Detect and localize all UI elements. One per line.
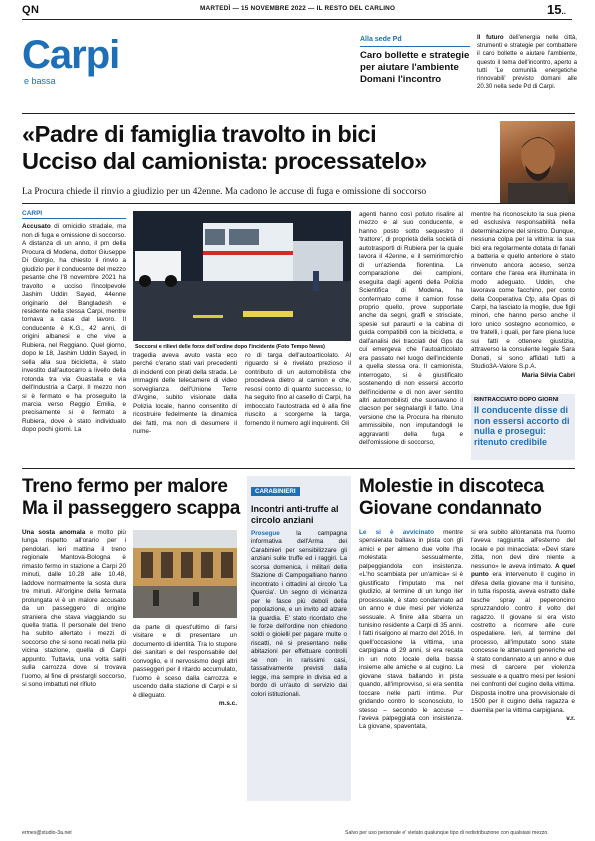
photo-caption: Soccorsi e rilievi delle forze dell'ordine dopo l'incidente (Foto Tempo News): [135, 344, 325, 350]
main-lead-word: Accusato: [22, 223, 51, 231]
carabinieri-box: [247, 476, 351, 801]
main-column-3: ro di targa dell'autoarticolato. Al riguardo si è rivelato prezioso il contributo di un automobilista che procedeva dietro al camion e che, resosi conto di quanto successo, lo ha seguito fino al casello di Carpi, ha imboccato l'autostrada ed è alla fine riuscito a scorgerne la targa, fornendo il numero agli inquirenti. Gli: [245, 352, 351, 427]
disco-column-2: [471, 529, 575, 723]
pull-quote-kicker: RINTRACCIATO DOPO GIORNI: [474, 397, 559, 403]
train-headline-line1: Treno fermo per malore: [22, 476, 228, 497]
lower-divider: [22, 468, 575, 469]
main-signature: Maria Silvia Cabri: [521, 371, 575, 379]
train-column-2: [133, 624, 237, 709]
disco-col2-lead: A quel punto: [471, 562, 575, 579]
section-subtitle: e bassa: [24, 76, 56, 86]
teaser-box[interactable]: [360, 34, 470, 86]
victim-portrait-photo: [500, 121, 575, 203]
footer-notice: Salvo per uso personale e' vietato qualunque tipo di redistribuzione con qualsiasi mezzo.: [345, 830, 549, 836]
disco-lead-word: Le si è avvicinato: [359, 529, 434, 536]
train-station-photo: [133, 530, 237, 618]
subtitle-divider: [22, 203, 575, 204]
disco-col1-text: mentre spensierata ballava in pista con gli amici e per almeno due volte l'ha molestata sessualmente, palpeggiandola con insistenza. «L'ho scambiata per un'amica» si è giustificato l'imputato ma nel giudizio, al termine di un lungo iter processuale, è stato condannato ad un anno e due mesi per violenza sessuale. A finire alla sbarra un tunisino residente a Carpi di 35 anni. I fatti risalgono al marzo del 2016. In quell'occasione la vittima, una carpigiana di 29 anni, si era recata in un noto locale della bassa insieme alle amiche e al cugino. La giovane stava ballando in pista quando, all'improvviso, si era sentita toccare nelle parti intime. Pur gridando contro lo sconosciuto, lo stesso – secondo le accuse – l'aveva palpeggiata con insistenza. La giovane, spaventata,: [359, 529, 463, 731]
main-column-5: [471, 211, 575, 380]
disco-column-1: [359, 529, 463, 732]
main-subtitle: La Procura chiede il rinvio a giudizio per un 42enne. Ma cadono le accuse di fuga e omissione di soccorso: [22, 187, 427, 197]
main-column-2: tragedia aveva avuto vasta eco perché c'erano stati vari precedenti di incidenti con pirati della strada. Le immagini delle telecamere di video sorveglianza dell'Unione Terre d'Argine, subito visionate dalla Polizia locale, hanno consentito di ricostruire fedelmente la dinamica dei fatti, ma non di desumere il nume-: [133, 352, 237, 436]
carabinieri-tag: CARABINIERI: [251, 487, 300, 496]
main-column-1: [22, 210, 126, 435]
column-location-head: CARPI: [22, 210, 126, 219]
station-scene: [133, 530, 237, 618]
disco-headline-line1: Molestie in discoteca: [359, 476, 544, 497]
disco-headline-line2: Giovane condannato: [359, 498, 542, 519]
carabinieri-text: la campagna informativa dell'Arma dei Carabinieri per sensibilizzare gli anziani sulle truffe ed i raggiri. La scorsa domenica, i militari della Stazione di Campogalliano hanno incontrato i cittadini al circolo 'La Quercia'. Un segno di vicinanza per le fasce più deboli della popolazione, e un invito ad alzare la guardia. E' stato ricordato che le forze dell'ordine non chiedono soldi o gioielli per pagare multe o riscatti, né si presentano nelle abitazioni per effettuare controlli se non in rarissimi casi, tassativamente previsti dalla legge, ma sempre in divisa ed a bordo di un'auto di servizio dai colori istituzionali.: [251, 530, 347, 698]
carabinieri-headline: Incontri anti-truffe al circolo anziani: [251, 504, 339, 525]
newspaper-logo: QN: [22, 4, 40, 16]
train-signature: m.s.c.: [218, 700, 237, 708]
energy-brief-lead: Il futuro: [477, 34, 504, 41]
main-headline-line2: Ucciso dal camionista: processatelo»: [22, 148, 427, 174]
main-column-4: agenti hanno così potuto risalire al mezzo e al suo conducente, e hanno posto sotto sequestro il 'trattore', di proprietà della società di autotrasporti di Rubiera per la quale lavora il 42enne, e il semirimorchio di un'azienda fiorentina. La comparazione dei campioni, eseguita dagli agenti della Polizia Scientifica di Modena, ha confermato come il camion fosse proprio quello, prove supportate anche da segni, graffi e strisciate, spesie sul paraurti e la cabina di guida compatibili con la bicicletta, e dall'analisi dei tracciati del Gps da cui emergeva che l'autoarticolato era passato nel luogo dell'incidente a quella stessa ora. Il camionista, interrogato, si è giustificato sostenendo di non essersi accorto dell'incidente e di non aver sentito altri automobilisti che suonavano il clacson per segnalargli il fatto. Una versione che la Procura ha ritenuto ammissibile, non imputandogli le aggravanti della fuga e dell'omissione di soccorso,: [359, 211, 463, 447]
accident-photo: [133, 211, 351, 341]
footer-email: ermes@studio-3a.net: [22, 830, 72, 836]
disco-signature: v.r.: [566, 714, 575, 722]
dateline: MARTEDÌ — 15 NOVEMBRE 2022 — IL RESTO DEL CARLINO: [200, 5, 396, 12]
portrait-figure: [500, 121, 575, 203]
main-col5-text: mentre ha riconosciuto la sua piena ed esclusiva responsabilità nella determinazione del sinistro. Dunque, nessuna colpa per la vittima: la sua bici era regolarmente dotata di fanali a batteria e quello anteriore è stato rinvenuto ancora acceso, senza contare che l'area era illuminata in modo adeguato. Uddin, che lavorava come facchino, per conto della Cooperativa Cfp, alla Opas di Carpi, ha lasciato la moglie, due figli minori, che hanno perso anche il loro unico sostegno economico, e tre fratelli, i quali, per fare piena luce sui fatti e ottenere giustizia, attraverso la consulente legale Sara Donati, si sono affidati tutti a Studio3A-Valore S.p.A.: [471, 211, 575, 371]
main-col1-text: di omicidio stradale, ma non di fuga e omissione di soccorso. A distanza di un anno, il pm della Procura di Modena, dottor Giuseppe Di Giorgio, ha chiesto il rinvio a giudizio per il conducente del mezzo pesante che l'8 novembre 2021 ha travolto e ucciso l'incolpevole Jashim Uddin Sayed, 44enne originario del Bangladesh e residente nella stessa Carpi, mentre tornava a casa dal lavoro. Il conducente è K.G., 42 anni, di origini albanesi e che vive a Rubiera, nel Reggiano. Quel giorno, dopo le 18, Jashim Uddin Sayed, in sella alla sua bicicletta, è stato investito dall'autocarro a livello della rotonda tra via Guastalla e via dell'Industria a Carpi. Il mezzo non si è fermato e ha proseguito la marcia verso Reggio Emilia, e precisamente si è fermato a Rubiera, dove è stato individuato dopo pochi giorni. La: [22, 223, 126, 434]
teaser-headline: Caro bollette e strategie per aiutare l'ambiente Domani l'incontro: [360, 50, 470, 85]
main-headline-line1: «Padre di famiglia travolto in bici: [22, 121, 377, 147]
disco-headline: [359, 476, 575, 520]
train-column-1: [22, 529, 126, 690]
pull-quote-headline: Il conducente disse di non essersi accorto di nulla e prosegui: ritenuto credibile: [474, 405, 570, 447]
train-headline-line2: Ma il passeggero scappa: [22, 498, 241, 519]
train-col1-text: e molto più lunga rispetto all'orario per i pendolari. Ieri mattina il treno regionale Mantova-Bologna è rimasto fermo in stazione a Carpi 20 minuti, dalle 10.28 alle 10.48, laddove normalmente la sosta dura tre minuti. All'origine della fermata prolungata vi è un malore accusato da un passeggero di origine straniera che stava viaggiando su quella tratta. Il personale del treno ha subito allertato i mezzi di soccorso che si sono recati nella più vicina stazione, quella di Carpi appunto. Tuttavia, una volta saliti sulla carrozza dove si trovava l'uomo, al fine di prestargli soccorso, si sono imbattuti nel rifiuto: [22, 529, 126, 689]
section-divider: [22, 113, 575, 114]
carabinieri-body: [251, 530, 347, 699]
energy-brief: [477, 34, 577, 91]
page-number: 15..: [547, 2, 566, 17]
energy-brief-text: dell'energia nelle città, strumenti e strategie per combattere il caro bollette e aiutare l'ambiente, questo il tema dell'incontro, aperto a tutti 'Le comunità energetiche rinnovabili' previsto domani alle 20.30 nella sede Pd di Carpi.: [477, 34, 577, 91]
carabinieri-lead-word: Prosegue: [251, 530, 280, 537]
main-headline: [22, 121, 542, 175]
section-title: Carpi: [22, 33, 120, 77]
train-lead-word: Una sosta anomala: [22, 529, 86, 536]
accident-scene: [133, 211, 351, 341]
disco-col2-text-b: era intervenuto il cugino in difesa della giovane ma il tunisino, in tutta risposta, aveva estratto dalle tasche spray al peperoncino spruzzandolo contro il volto del ragazzo. Il giovane si era visto costretto a ricorrere alle cure ospedaliere. Ieri, al termine del processo, all'imputato sono state concesse le attenuanti generiche ed è stato condannato a un anno e due mesi di carcere per violenza sessuale e a quattro mesi per lesioni nei confronti del cugino della vittima. Disposta inoltre una provvisionale di 1500 per il cugino della ragazza e duemila per la vittima carpigiana.: [471, 571, 575, 714]
train-headline: [22, 476, 242, 520]
pull-quote-box: [471, 394, 575, 460]
disco-col2-text-a: si era subito allontanata ma l'uomo l'aveva raggiunta all'esterno del locale e poi minacciata: «Devi stare zitta, non devi dire niente a nessuno» le aveva intimato.: [471, 529, 575, 570]
teaser-kicker: Alla sede Pd: [360, 34, 470, 47]
train-col2-text: da parte di quest'ultimo di farsi visitare e di presentare un documento di identità. Tra lo stupore dei sanitari e del responsabile del convoglio, e il nervosismo degli altri passeggeri per il ritardo accumulato, l'uomo è sceso dalla carrozza e uscendo dalla stazione di Carpi e si è dileguato.: [133, 624, 237, 699]
